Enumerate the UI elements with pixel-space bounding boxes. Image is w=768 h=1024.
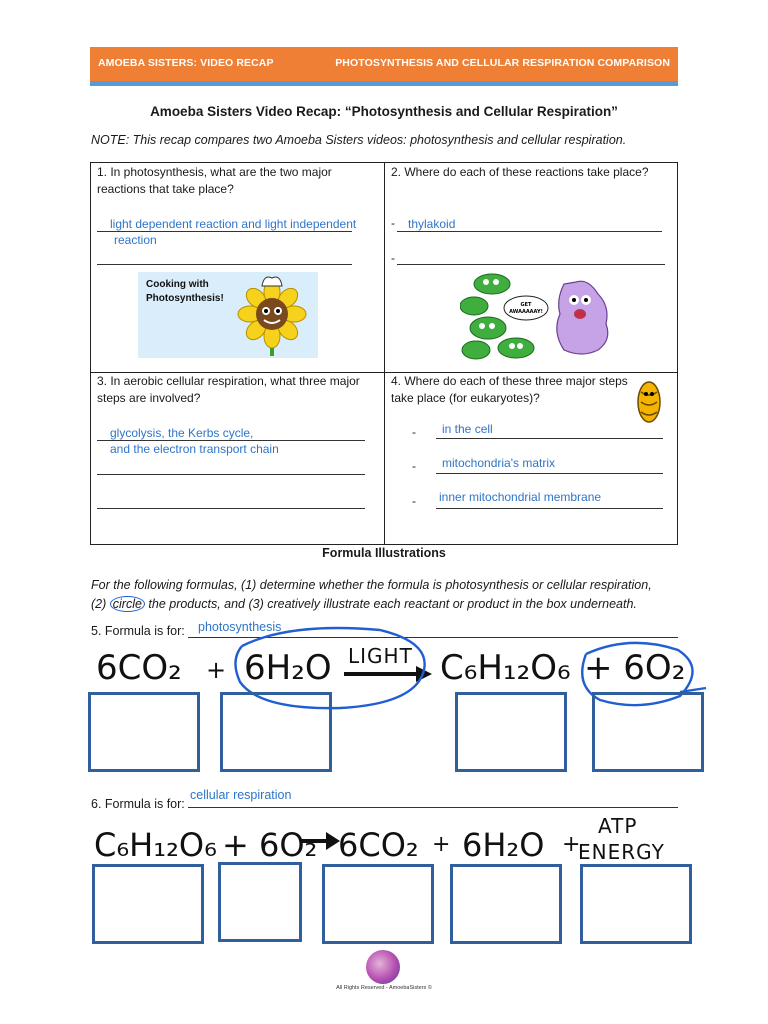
header-right-text: PHOTOSYNTHESIS AND CELLULAR RESPIRATION COMPARISON [335,57,670,69]
sunflower-chef-icon [230,274,316,356]
formula6-answer-line [188,807,678,808]
note-text: NOTE: This recap compares two Amoeba Sisters videos: photosynthesis and cellular respiration. [91,133,627,147]
q4-prompt: 4. Where do each of these three major steps take place (for eukaryotes)? [391,374,628,405]
q4-dash-2: - [412,459,416,473]
q2-answer: thylakoid [408,217,456,231]
instructions-line-2 [91,595,691,614]
header-stripe [90,81,678,86]
formula-section-title: Formula Illustrations [322,546,446,560]
q3-answer-line2: and the electron transport chain [110,442,279,456]
formula6-plus-1: + [432,832,451,857]
page-title: Amoeba Sisters Video Recap: “Photosynthesis and Cellular Respiration” [150,104,618,119]
amoeba-sisters-logo [366,950,400,984]
q4-dash-3: - [412,494,416,508]
q4-answer-line-3 [436,508,663,509]
formula6-arrow-icon [302,832,340,850]
q3-answer-line-1 [97,440,365,441]
formula6-atp-label: ATP [598,814,638,838]
formula5-plus-1: + [206,656,227,684]
formula5-label: 5. Formula is for: [91,624,185,638]
header-left-text: AMOEBA SISTERS: VIDEO RECAP [98,57,274,69]
formula6-term-h2o: 6H₂O [462,826,545,864]
q4-dash-1: - [412,425,416,439]
speech-bubble-text-line1: GET [520,302,532,308]
speech-bubble-text-line2: AWAAAAAY! [509,309,543,315]
instructions-suffix: the products, and (3) creatively illustrate each reactant or product in the box underneath. [144,597,637,611]
q1-answer-line-1 [97,231,352,232]
q4-answer-3: inner mitochondrial membrane [439,490,602,504]
formula6-term-o2: + 6O₂ [222,826,318,864]
cooking-illustration-text: Cooking with Photosynthesis! [146,279,224,304]
instructions-prefix: (2) [91,597,110,611]
q3-answer-line1: glycolysis, the Kerbs cycle, [110,426,254,440]
q2-dash-2: - [391,251,395,265]
circled-word: circle [110,596,145,612]
formula6-box-2[interactable] [218,862,302,942]
q2-answer-line-2 [397,264,665,265]
formula5-term-h2o: 6H₂O [244,648,332,688]
grid-divider-vertical [384,162,385,545]
q1-answer-line2: reaction [114,233,157,247]
q1-answer-line1: light dependent reaction and light independent [110,217,357,231]
formula5-box-2[interactable] [220,692,332,772]
formula6-label: 6. Formula is for: [91,797,185,811]
q2-dash-1: - [391,216,395,230]
q3-prompt: 3. In aerobic cellular respiration, what three major steps are involved? [97,374,360,405]
formula6-term-co2: 6CO₂ [338,826,419,864]
formula5-box-4[interactable] [592,692,704,772]
formula6-box-4[interactable] [450,864,562,944]
q3-answer-line-2 [97,474,365,475]
formula5-box-3[interactable] [455,692,567,772]
header-bar [90,47,678,81]
formula5-term-glucose: C₆H₁₂O₆ [440,648,571,688]
q1-prompt: 1. In photosynthesis, what are the two major reactions that take place? [97,165,332,196]
formula6-box-1[interactable] [92,864,204,944]
formula5-answer: photosynthesis [198,620,282,634]
formula6-term-glucose: C₆H₁₂O₆ [94,826,217,864]
formula-instructions [91,576,691,614]
formula6-energy-label: ENERGY [578,840,665,864]
formula6-box-5[interactable] [580,864,692,944]
q4-answer-1: in the cell [442,422,493,436]
formula6-plus-2: + [562,832,581,857]
formula5-term-co2: 6CO₂ [96,648,182,688]
formula5-term-o2: + 6O₂ [584,648,686,688]
footer-copyright: All Rights Reserved - AmoebaSisters © [336,985,432,991]
q4-answer-2: mitochondria's matrix [442,456,555,470]
q1-answer-line-2 [97,264,352,265]
q4-answer-line-2 [436,473,663,474]
formula6-box-3[interactable] [322,864,434,944]
q3-answer-line-3 [97,508,365,509]
q4-answer-line-1 [436,438,663,439]
formula5-light-label: LIGHT [348,644,413,668]
q2-prompt: 2. Where do each of these reactions take place? [391,165,649,179]
mitochondrion-icon [636,380,662,424]
chloroplast-cartoon-illustration [460,270,618,360]
cooking-photosynthesis-illustration [138,272,318,358]
formula5-box-1[interactable] [88,692,200,772]
instructions-line-1: For the following formulas, (1) determine whether the formula is photosynthesis or cellular respiration, [91,578,652,592]
formula6-answer: cellular respiration [190,788,292,802]
